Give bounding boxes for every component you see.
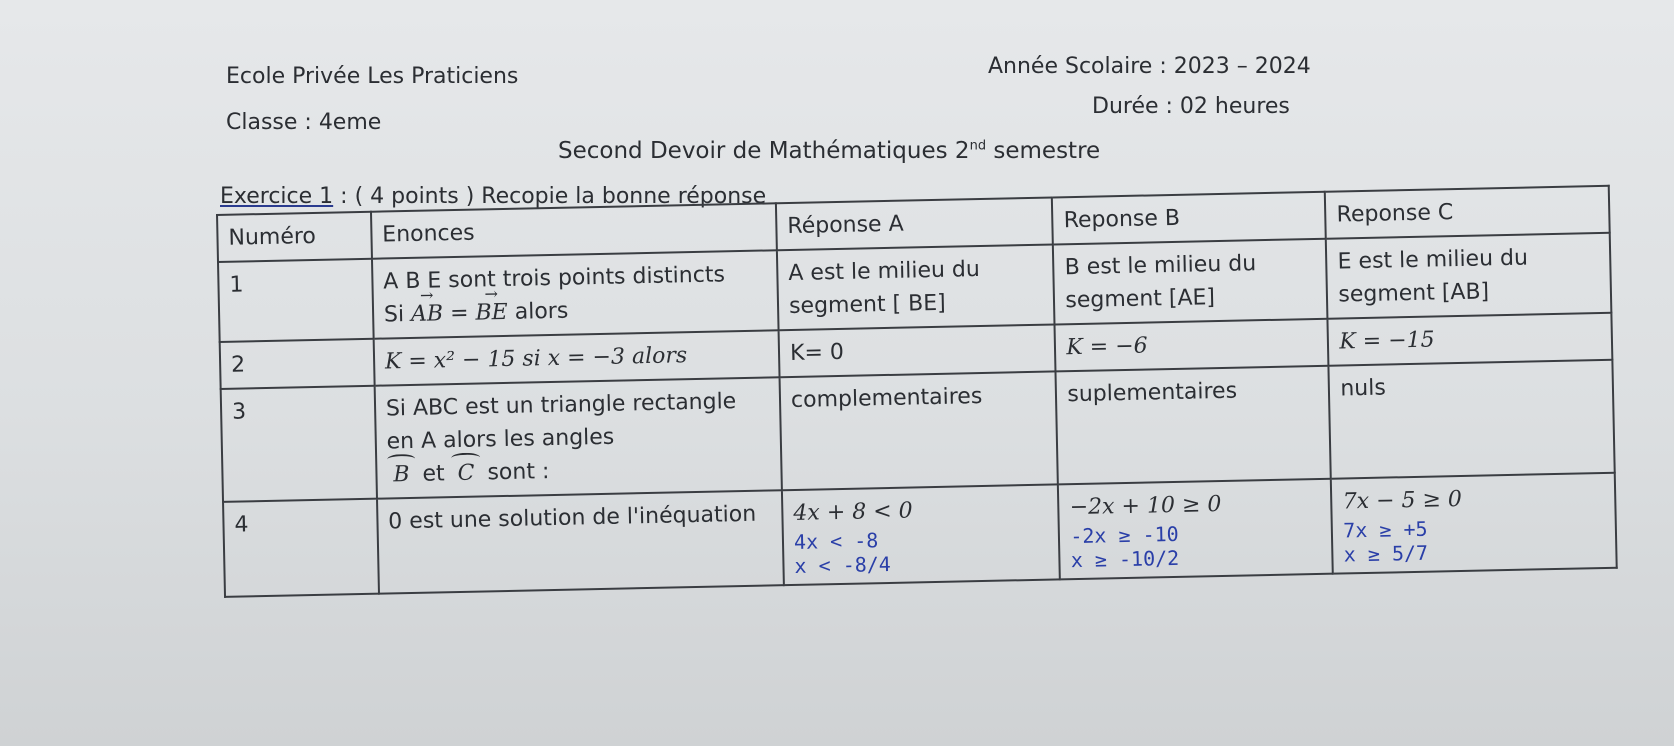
statement-angles — [387, 450, 771, 491]
row-number: 1 — [218, 259, 373, 342]
answer-c: nuls — [1329, 360, 1615, 479]
handwriting-b-2: x ≥ -10/2 — [1070, 545, 1180, 573]
row-statement: K = x² − 15 si x = −3 alors — [373, 330, 779, 385]
angle-b: B — [387, 458, 416, 492]
title-main: Second Devoir de Mathématiques 2 — [558, 138, 970, 164]
handwriting-a-1: 4x < -8 — [793, 528, 879, 554]
vector-ab: → AB — [411, 297, 444, 331]
header-numero: Numéro — [217, 212, 372, 262]
answer-b: B est le milieu du segment [AE] — [1053, 239, 1328, 325]
statement-text: Si ABC est un triangle rectangle en A alors les angles — [385, 389, 737, 455]
answer-b — [1058, 479, 1333, 580]
answer-b: suplementaires — [1056, 366, 1331, 485]
inequation-a: 4x + 8 < 0 — [793, 498, 913, 526]
row-number: 4 — [223, 499, 379, 597]
school-year: Année Scolaire : 2023 – 2024 — [988, 54, 1311, 79]
header-enonces: Enonces — [371, 203, 777, 258]
row-statement — [372, 250, 779, 338]
school-name: Ecole Privée Les Praticiens — [226, 64, 519, 89]
answer-table — [216, 185, 1618, 598]
exercise-label: Exercice 1 — [220, 184, 334, 209]
row-statement — [374, 377, 781, 498]
handwriting-b-1: -2x ≥ -10 — [1070, 521, 1179, 549]
answer-a: complementaires — [780, 371, 1059, 490]
row-number: 3 — [221, 386, 377, 502]
class-level: Classe : 4eme — [226, 110, 382, 135]
exercise-instruction: : ( 4 points ) Recopie la bonne réponse — [340, 184, 767, 209]
angles-sont: sont : — [480, 459, 550, 486]
row-statement: 0 est une solution de l'inéquation — [377, 490, 784, 593]
statement-line: A B E sont trois points distincts — [383, 262, 726, 295]
handwriting-c-2: x ≥ 5/7 — [1343, 540, 1429, 567]
vector-be: → BE — [475, 296, 508, 330]
answer-c: K = −15 — [1328, 313, 1613, 366]
title-superscript: nd — [969, 138, 987, 154]
answer-a: K= 0 — [779, 324, 1056, 377]
inequation-c: 7x − 5 ≥ 0 — [1342, 486, 1463, 515]
angles-et: et — [415, 461, 452, 487]
header-reponse-b: Reponse B — [1052, 192, 1326, 245]
inequation-b: −2x + 10 ≥ 0 — [1069, 492, 1222, 521]
header-reponse-a: Réponse A — [776, 197, 1053, 250]
statement-si: Si — [383, 302, 405, 328]
answer-c — [1331, 473, 1617, 574]
statement-vector-line — [384, 290, 768, 331]
answer-a — [782, 484, 1060, 585]
header-reponse-c: Reponse C — [1325, 186, 1610, 239]
handwriting-a-2: x < -8/4 — [794, 551, 892, 578]
exam-title — [558, 138, 1100, 164]
exam-duration: Durée : 02 heures — [1092, 94, 1290, 119]
statement-alors: alors — [507, 298, 569, 325]
angle-c: C — [451, 457, 481, 491]
answer-a: A est le milieu du segment [ BE] — [777, 244, 1055, 330]
title-end: semestre — [986, 138, 1101, 164]
vector-equals: = — [442, 300, 476, 327]
answer-c: E est le milieu du segment [AB] — [1326, 233, 1611, 319]
answer-b: K = −6 — [1055, 319, 1329, 372]
row-number: 2 — [220, 339, 375, 389]
handwriting-c-1: 7x ≥ +5 — [1343, 516, 1428, 543]
